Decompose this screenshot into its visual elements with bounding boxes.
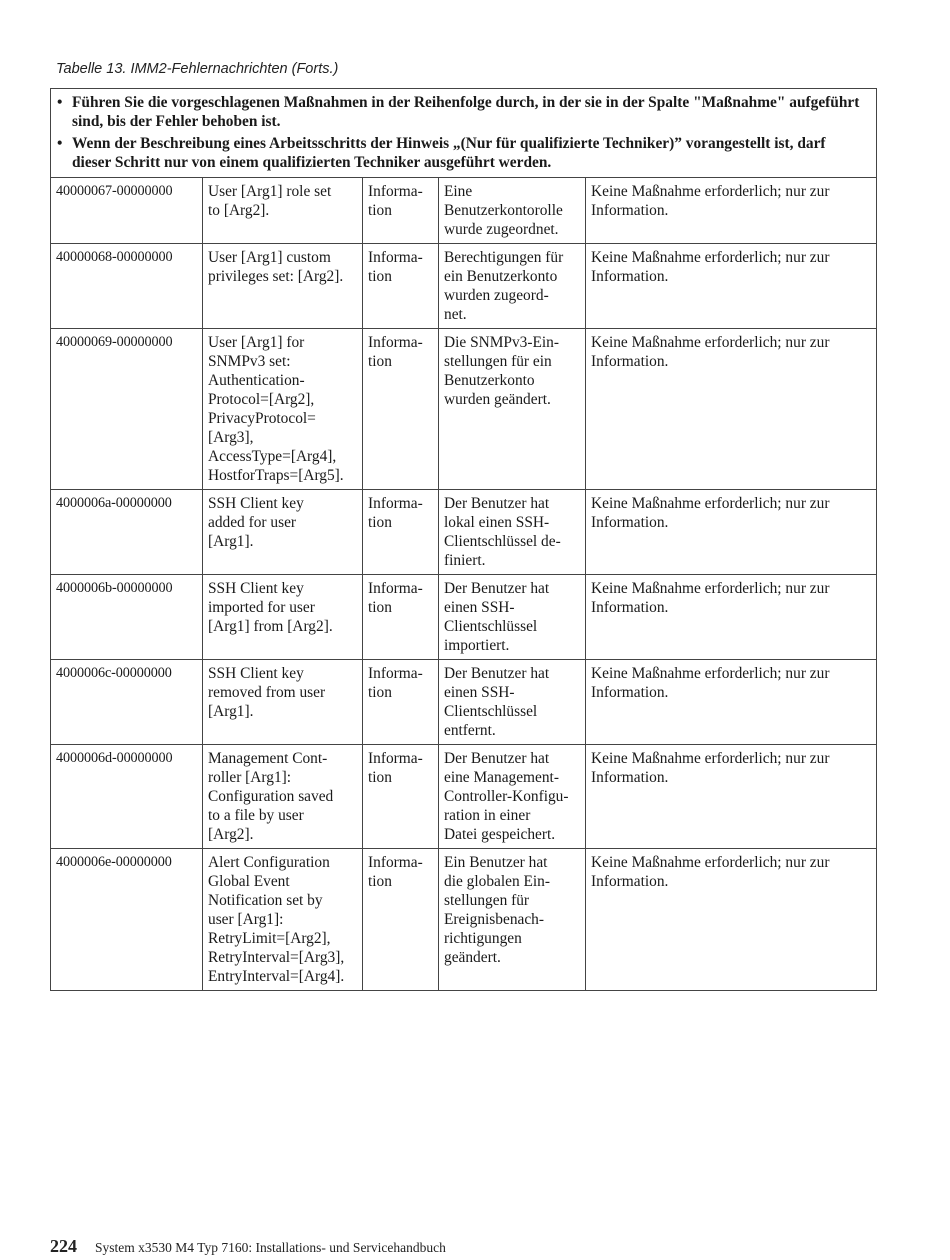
description-cell-line: Datei gespeichert. bbox=[444, 826, 556, 843]
event-id-cell: 40000069-00000000 bbox=[51, 329, 203, 490]
event-id-cell: 4000006c-00000000 bbox=[51, 660, 203, 745]
table-row bbox=[51, 575, 877, 660]
severity-cell-line: tion bbox=[368, 684, 392, 701]
message-cell-line: removed from user bbox=[208, 684, 326, 701]
action-cell: Keine Maßnahme erforderlich; nur zur Information. bbox=[586, 575, 877, 660]
description-cell-line: einen SSH- bbox=[444, 599, 515, 616]
message-cell bbox=[203, 575, 363, 660]
error-message-table bbox=[50, 88, 877, 991]
severity-cell-line: tion bbox=[368, 514, 392, 531]
description-cell-line: Der Benutzer hat bbox=[444, 750, 550, 767]
message-cell-line: User [Arg1] custom bbox=[208, 249, 331, 266]
message-cell-line: SNMPv3 set: bbox=[208, 353, 291, 370]
description-cell bbox=[439, 575, 586, 660]
message-cell-line: to a file by user bbox=[208, 807, 304, 824]
severity-cell-line: tion bbox=[368, 202, 392, 219]
table-row bbox=[51, 660, 877, 745]
message-cell-line: Notification set by bbox=[208, 892, 323, 909]
message-cell-line: Global Event bbox=[208, 873, 290, 890]
description-cell-line: Berechtigungen für bbox=[444, 249, 564, 266]
description-cell-line: stellungen für ein bbox=[444, 353, 552, 370]
description-cell-line: Benutzerkontorolle bbox=[444, 202, 563, 219]
note-item bbox=[55, 134, 868, 172]
table-caption: Tabelle 13. IMM2-Fehlernachrichten (Forts.) bbox=[56, 61, 339, 77]
description-cell-line: wurden zugeord- bbox=[444, 287, 549, 304]
message-cell-line: Management Cont- bbox=[208, 750, 328, 767]
severity-cell bbox=[363, 329, 439, 490]
description-cell-line: die globalen Ein- bbox=[444, 873, 550, 890]
severity-cell-line: Informa- bbox=[368, 665, 423, 682]
description-cell-line: geändert. bbox=[444, 949, 501, 966]
severity-cell-line: tion bbox=[368, 599, 392, 616]
message-cell-line: RetryLimit=[Arg2], bbox=[208, 930, 331, 947]
description-cell-line: wurden geändert. bbox=[444, 391, 551, 408]
event-id-cell: 40000068-00000000 bbox=[51, 244, 203, 329]
description-cell-line: Ein Benutzer hat bbox=[444, 854, 548, 871]
error-message-table-container bbox=[50, 88, 876, 991]
message-cell-line: [Arg1]. bbox=[208, 533, 254, 550]
description-cell bbox=[439, 244, 586, 329]
severity-cell bbox=[363, 575, 439, 660]
message-cell-line: SSH Client key bbox=[208, 665, 304, 682]
message-cell bbox=[203, 660, 363, 745]
description-cell-line: finiert. bbox=[444, 552, 486, 569]
severity-cell-line: Informa- bbox=[368, 854, 423, 871]
message-cell-line: [Arg1] from [Arg2]. bbox=[208, 618, 333, 635]
description-cell bbox=[439, 329, 586, 490]
message-cell-line: imported for user bbox=[208, 599, 315, 616]
description-cell-line: Der Benutzer hat bbox=[444, 580, 550, 597]
action-cell: Keine Maßnahme erforderlich; nur zur Information. bbox=[586, 849, 877, 991]
description-cell-line: richtigungen bbox=[444, 930, 522, 947]
description-cell bbox=[439, 745, 586, 849]
description-cell bbox=[439, 178, 586, 244]
bullet-icon: • bbox=[57, 94, 63, 111]
message-cell-line: [Arg2]. bbox=[208, 826, 254, 843]
table-row bbox=[51, 849, 877, 991]
severity-cell bbox=[363, 244, 439, 329]
description-cell-line: stellungen für bbox=[444, 892, 530, 909]
description-cell-line: lokal einen SSH- bbox=[444, 514, 550, 531]
message-cell-line: EntryInterval=[Arg4]. bbox=[208, 968, 345, 985]
severity-cell-line: Informa- bbox=[368, 183, 423, 200]
message-cell-line: HostforTraps=[Arg5]. bbox=[208, 467, 344, 484]
message-cell-line: User [Arg1] role set bbox=[208, 183, 332, 200]
note-item bbox=[55, 93, 868, 131]
table-row bbox=[51, 178, 877, 244]
message-cell bbox=[203, 745, 363, 849]
message-cell bbox=[203, 849, 363, 991]
table-row bbox=[51, 329, 877, 490]
message-cell-line: Authentication- bbox=[208, 372, 305, 389]
description-cell-line: wurde zugeordnet. bbox=[444, 221, 559, 238]
message-cell-line: privileges set: [Arg2]. bbox=[208, 268, 344, 285]
description-cell-line: entfernt. bbox=[444, 722, 496, 739]
description-cell-line: Die SNMPv3-Ein- bbox=[444, 334, 560, 351]
page-number: 224 bbox=[50, 1236, 77, 1256]
table-row bbox=[51, 244, 877, 329]
action-cell: Keine Maßnahme erforderlich; nur zur Information. bbox=[586, 329, 877, 490]
description-cell-line: net. bbox=[444, 306, 467, 323]
severity-cell bbox=[363, 660, 439, 745]
table-row bbox=[51, 490, 877, 575]
message-cell-line: Alert Configuration bbox=[208, 854, 330, 871]
description-cell-line: einen SSH- bbox=[444, 684, 515, 701]
severity-cell bbox=[363, 849, 439, 991]
description-cell-line: ration in einer bbox=[444, 807, 531, 824]
severity-cell bbox=[363, 490, 439, 575]
message-cell-line: [Arg1]. bbox=[208, 703, 254, 720]
note-text: Führen Sie die vorgeschlagenen Maßnahmen in der Reihenfolge durch, in der sie in der Spalte "Maßnahme" aufgeführt sind, bis der Fehler behoben ist. bbox=[72, 94, 860, 130]
severity-cell-line: Informa- bbox=[368, 334, 423, 351]
message-cell-line: SSH Client key bbox=[208, 580, 304, 597]
description-cell-line: eine Management- bbox=[444, 769, 559, 786]
message-cell bbox=[203, 244, 363, 329]
notes-cell bbox=[51, 89, 877, 178]
severity-cell-line: tion bbox=[368, 353, 392, 370]
event-id-cell: 4000006d-00000000 bbox=[51, 745, 203, 849]
action-cell: Keine Maßnahme erforderlich; nur zur Information. bbox=[586, 745, 877, 849]
severity-cell-line: Informa- bbox=[368, 249, 423, 266]
message-cell bbox=[203, 490, 363, 575]
severity-cell-line: tion bbox=[368, 268, 392, 285]
description-cell-line: Controller-Konfigu- bbox=[444, 788, 569, 805]
notes-list bbox=[55, 93, 868, 172]
severity-cell-line: tion bbox=[368, 873, 392, 890]
message-cell-line: roller [Arg1]: bbox=[208, 769, 292, 786]
action-cell: Keine Maßnahme erforderlich; nur zur Information. bbox=[586, 178, 877, 244]
message-cell-line: to [Arg2]. bbox=[208, 202, 270, 219]
notes-row bbox=[51, 89, 877, 178]
message-cell-line: [Arg3], bbox=[208, 429, 254, 446]
message-cell-line: Protocol=[Arg2], bbox=[208, 391, 315, 408]
message-cell bbox=[203, 178, 363, 244]
event-id-cell: 4000006e-00000000 bbox=[51, 849, 203, 991]
message-cell-line: Configuration saved bbox=[208, 788, 334, 805]
action-cell: Keine Maßnahme erforderlich; nur zur Information. bbox=[586, 490, 877, 575]
message-cell-line: SSH Client key bbox=[208, 495, 304, 512]
description-cell-line: Clientschlüssel bbox=[444, 703, 538, 720]
description-cell-line: Der Benutzer hat bbox=[444, 495, 550, 512]
severity-cell-line: tion bbox=[368, 769, 392, 786]
severity-cell bbox=[363, 178, 439, 244]
message-cell-line: PrivacyProtocol= bbox=[208, 410, 316, 427]
description-cell-line: importiert. bbox=[444, 637, 510, 654]
description-cell bbox=[439, 490, 586, 575]
message-cell-line: added for user bbox=[208, 514, 297, 531]
action-cell: Keine Maßnahme erforderlich; nur zur Information. bbox=[586, 660, 877, 745]
severity-cell-line: Informa- bbox=[368, 580, 423, 597]
action-cell: Keine Maßnahme erforderlich; nur zur Information. bbox=[586, 244, 877, 329]
description-cell-line: Benutzerkonto bbox=[444, 372, 535, 389]
footer-title: System x3530 M4 Typ 7160: Installations- und Servicehandbuch bbox=[95, 1240, 446, 1255]
event-id-cell: 4000006a-00000000 bbox=[51, 490, 203, 575]
event-id-cell: 4000006b-00000000 bbox=[51, 575, 203, 660]
description-cell-line: ein Benutzerkonto bbox=[444, 268, 558, 285]
message-cell-line: RetryInterval=[Arg3], bbox=[208, 949, 345, 966]
note-text: Wenn der Beschreibung eines Arbeitsschritts der Hinweis „(Nur für qualifizierte Techniker)” vorangestellt ist, darf dieser Schritt nur von einem qualifizierten Techniker ausgeführt werden. bbox=[72, 135, 826, 171]
event-id-cell: 40000067-00000000 bbox=[51, 178, 203, 244]
table-row bbox=[51, 745, 877, 849]
description-cell-line: Eine bbox=[444, 183, 473, 200]
page-footer bbox=[50, 1236, 446, 1257]
message-cell-line: AccessType=[Arg4], bbox=[208, 448, 337, 465]
description-cell-line: Ereignisbenach- bbox=[444, 911, 544, 928]
description-cell bbox=[439, 660, 586, 745]
description-cell-line: Clientschlüssel bbox=[444, 618, 538, 635]
message-cell-line: User [Arg1] for bbox=[208, 334, 305, 351]
severity-cell-line: Informa- bbox=[368, 495, 423, 512]
message-cell bbox=[203, 329, 363, 490]
bullet-icon: • bbox=[57, 135, 63, 152]
description-cell-line: Clientschlüssel de- bbox=[444, 533, 561, 550]
severity-cell bbox=[363, 745, 439, 849]
message-cell-line: user [Arg1]: bbox=[208, 911, 284, 928]
severity-cell-line: Informa- bbox=[368, 750, 423, 767]
description-cell-line: Der Benutzer hat bbox=[444, 665, 550, 682]
description-cell bbox=[439, 849, 586, 991]
